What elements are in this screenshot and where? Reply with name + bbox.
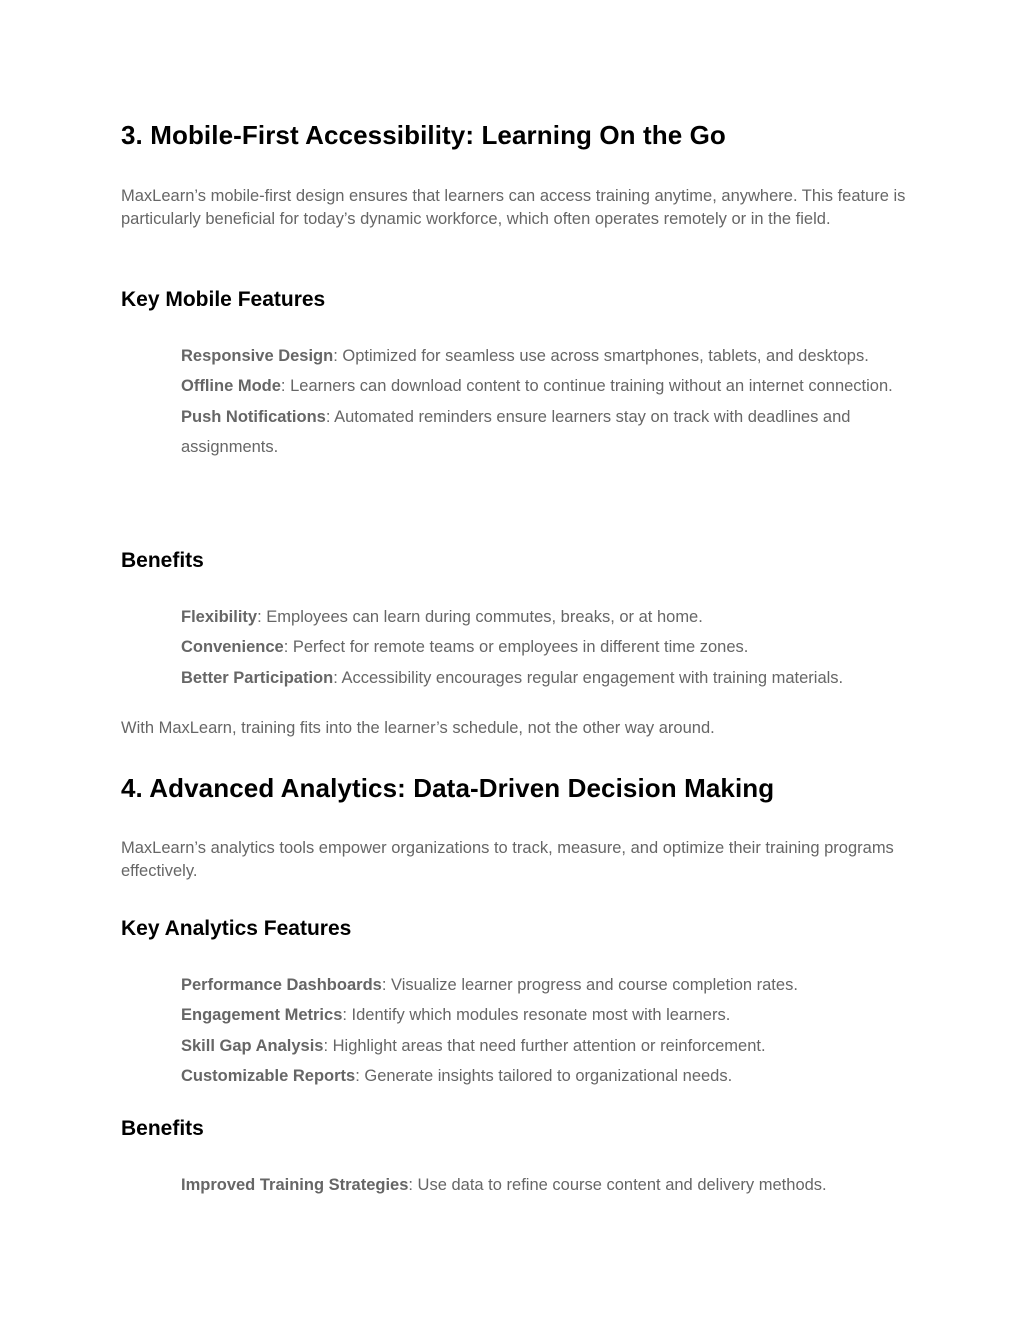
section-3-title: 3. Mobile-First Accessibility: Learning On the Go	[121, 120, 726, 150]
list-item	[181, 341, 911, 371]
section-3-closing: With MaxLearn, training fits into the learner’s schedule, not the other way around.	[121, 719, 715, 737]
key-analytics-features-heading: Key Analytics Features	[121, 917, 352, 940]
section-3-intro: MaxLearn’s mobile-first design ensures that learners can access training anytime, anywhere. This feature is particularly beneficial for today’s dynamic workforce, which often operates remotely or in the field.	[121, 187, 906, 228]
list-item-term: Offline Mode	[181, 377, 281, 396]
list-item	[181, 970, 911, 1000]
section-4-intro: MaxLearn’s analytics tools empower organizations to track, measure, and optimize their training programs effectively.	[121, 839, 894, 880]
key-mobile-features-list	[181, 341, 911, 462]
list-item	[181, 1031, 911, 1061]
key-mobile-features-heading: Key Mobile Features	[121, 288, 326, 311]
list-item-term: Improved Training Strategies	[181, 1176, 409, 1194]
list-item	[181, 1061, 911, 1091]
list-item	[181, 1000, 911, 1030]
list-item-desc: : Generate insights tailored to organizational needs.	[355, 1066, 733, 1085]
list-item-desc: : Perfect for remote teams or employees in different time zones.	[283, 638, 749, 657]
list-item-term: Skill Gap Analysis	[181, 1036, 324, 1055]
list-item	[181, 632, 911, 662]
list-item	[181, 402, 911, 463]
list-item-term: Flexibility	[181, 608, 258, 626]
list-item	[181, 371, 911, 401]
list-item-desc: : Highlight areas that need further attention or reinforcement.	[323, 1036, 766, 1055]
list-item-term: Customizable Reports	[181, 1066, 356, 1085]
list-item	[181, 602, 911, 632]
list-item-desc: : Automated reminders ensure learners stay on track with deadlines and assignments.	[181, 407, 851, 456]
list-item	[181, 1170, 911, 1200]
list-item-desc: : Optimized for seamless use across smartphones, tablets, and desktops.	[333, 347, 869, 365]
list-item-desc: : Identify which modules resonate most with learners.	[342, 1006, 731, 1025]
benefits-list-2	[181, 1170, 911, 1200]
benefits-list-1	[181, 602, 911, 693]
list-item-desc: : Visualize learner progress and course completion rates.	[381, 976, 798, 994]
list-item-term: Responsive Design	[181, 347, 334, 365]
list-item-term: Better Participation	[181, 668, 334, 687]
list-item-term: Performance Dashboards	[181, 976, 382, 994]
list-item-term: Convenience	[181, 638, 284, 657]
list-item-term: Push Notifications	[181, 407, 326, 426]
key-analytics-features-list	[181, 970, 911, 1091]
list-item-term: Engagement Metrics	[181, 1006, 343, 1025]
benefits-heading-1: Benefits	[121, 549, 204, 572]
section-4-title: 4. Advanced Analytics: Data-Driven Decision Making	[121, 773, 775, 803]
list-item-desc: : Learners can download content to continue training without an internet connection.	[280, 377, 893, 396]
list-item-desc: : Accessibility encourages regular engagement with training materials.	[333, 668, 844, 687]
list-item-desc: : Use data to refine course content and delivery methods.	[408, 1176, 827, 1194]
benefits-heading-2: Benefits	[121, 1117, 204, 1140]
list-item-desc: : Employees can learn during commutes, breaks, or at home.	[257, 608, 703, 626]
list-item	[181, 663, 911, 693]
